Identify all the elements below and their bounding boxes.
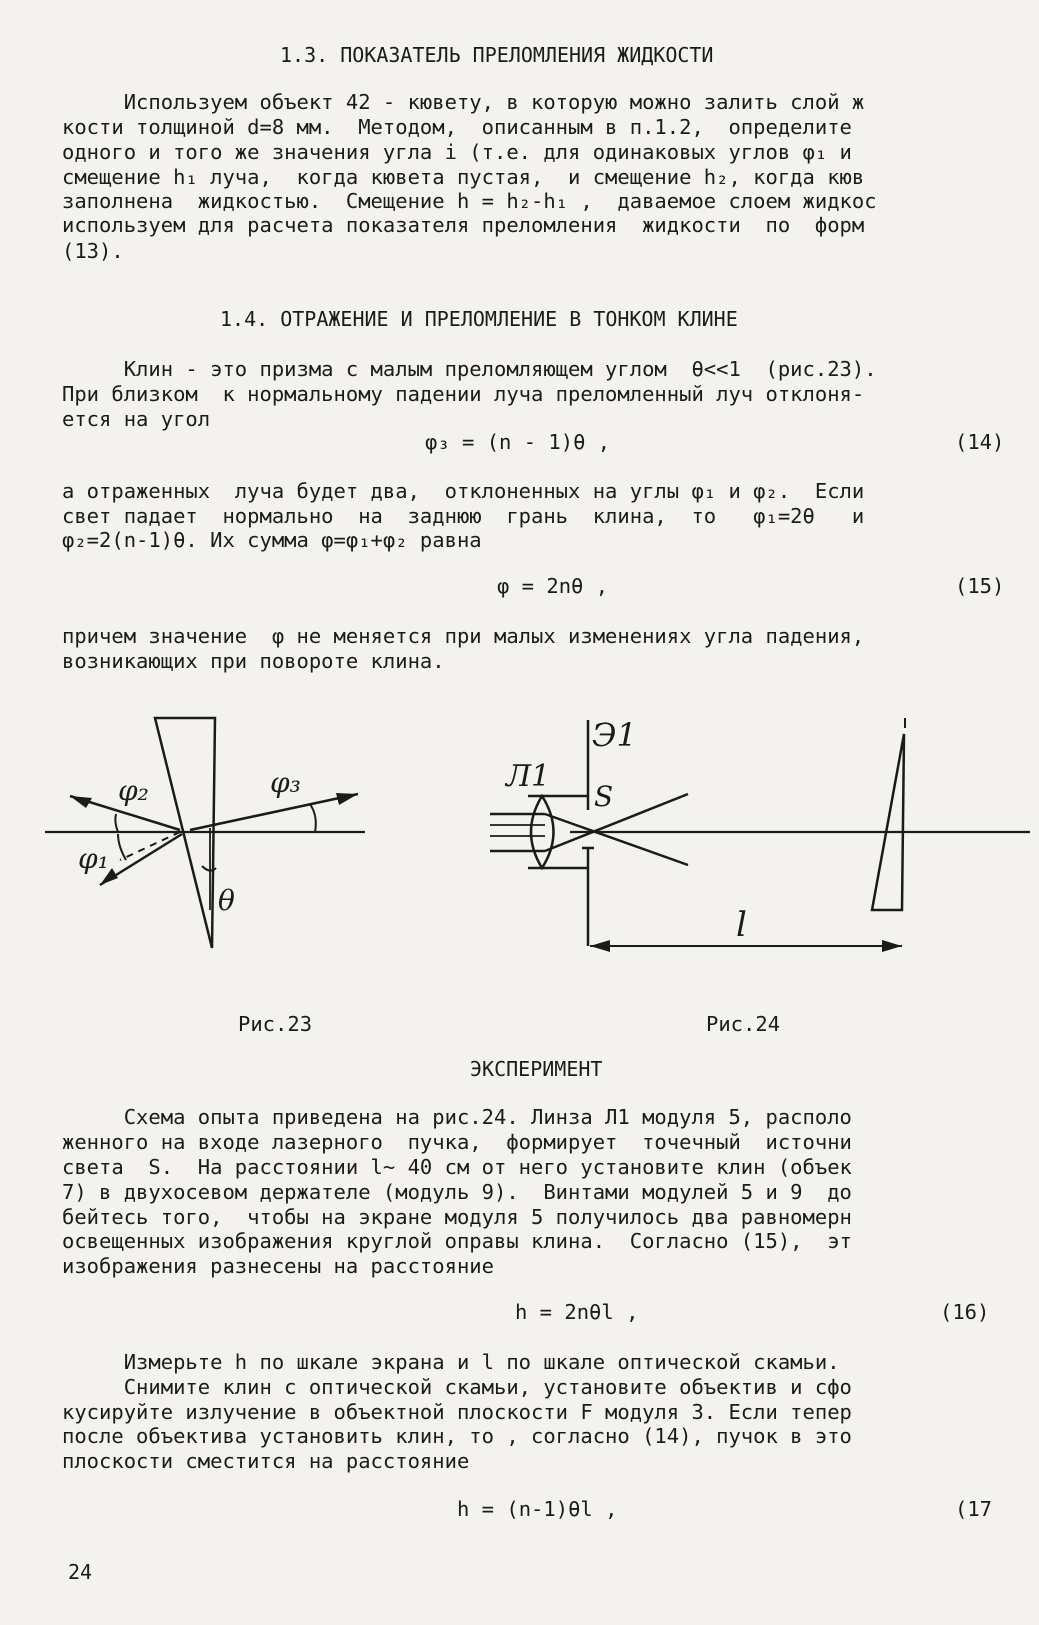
text-line: бейтесь того, чтобы на экране модуля 5 получилось два равномерн (62, 1205, 852, 1229)
text-line: 7) в двухосевом держателе (модуль 9). Винтами модулей 5 и 9 до (62, 1180, 852, 1204)
text-line: φ₂=2(n-1)θ. Их сумма φ=φ₁+φ₂ равна (62, 528, 482, 552)
page-number: 24 (68, 1560, 93, 1584)
text-line: женного на входе лазерного пучка, формирует точечный источни (62, 1130, 852, 1154)
fig24-label-source: S (594, 780, 614, 813)
angle-arc-phi1 (118, 834, 126, 860)
text-line: При близком к нормальному падении луча преломленный луч отклоня- (62, 382, 865, 406)
section-heading-1-3: 1.3. ПОКАЗАТЕЛЬ ПРЕЛОМЛЕНИЯ ЖИДКОСТИ (280, 43, 714, 67)
text-line: изображения разнесены на расстояние (62, 1254, 494, 1278)
equation-14-number: (14) (955, 430, 1005, 454)
normal-dashed-line (120, 832, 180, 860)
wedge-shape-24 (872, 734, 904, 910)
fig23-label-phi2: φ₂ (118, 774, 149, 807)
text-line: света S. На расстоянии l~ 40 см от него установите клин (объек (62, 1155, 852, 1179)
section-heading-1-4: 1.4. ОТРАЖЕНИЕ И ПРЕЛОМЛЕНИЕ В ТОНКОМ КЛИНЕ (220, 307, 738, 331)
fig23-label-phi1: φ₁ (78, 842, 109, 875)
text-line: одного и того же значения угла i (т.е. для одинаковых углов φ₁ и (62, 140, 852, 164)
figure-24-setup-diagram (470, 710, 1030, 980)
text-line: после объектива установить клин, то , согласно (14), пучок в это (62, 1424, 852, 1448)
lens-l1-shape (531, 796, 554, 868)
figure-23-wedge-diagram (40, 710, 380, 980)
text-line: кости толщиной d=8 мм. Методом, описанным в п.1.2, определите (62, 115, 852, 139)
text-line: используем для расчета показателя преломления жидкости по форм (62, 213, 865, 237)
angle-arc-phi3 (310, 804, 316, 832)
section-heading-experiment: ЭКСПЕРИМЕНТ (470, 1057, 603, 1081)
text-line: ется на угол (62, 407, 211, 431)
text-line: освещенных изображения круглой оправы клина. Согласно (15), эт (62, 1229, 852, 1253)
figure-24-caption: Рис.24 (706, 1012, 781, 1036)
text-line: а отраженных луча будет два, отклоненных на углы φ₁ и φ₂. Если (62, 479, 865, 503)
fig23-label-theta: θ (218, 884, 235, 917)
text-line: Используем объект 42 - кювету, в которую можно залить слой ж (62, 90, 865, 114)
text-line: Снимите клин с оптической скамьи, установите объектив и сфо (62, 1375, 852, 1399)
fig24-label-screen: Э1 (592, 716, 637, 754)
equation-17-number: (17 (955, 1497, 993, 1521)
refracted-ray-phi3 (190, 794, 358, 830)
fig24-label-distance: l (736, 905, 747, 945)
text-line: смещение h₁ луча, когда кювета пустая, и смещение h₂, когда кюв (62, 165, 865, 189)
equation-17: h = (n-1)θl , (457, 1497, 618, 1521)
equation-15: φ = 2nθ , (497, 574, 609, 598)
equation-15-number: (15) (955, 574, 1005, 598)
equation-14: φ₃ = (n - 1)θ , (425, 430, 611, 454)
text-line: кусируйте излучение в объектной плоскости F модуля 3. Если тепер (62, 1400, 852, 1424)
text-line: (13). (62, 239, 124, 263)
text-line: Измерьте h по шкале экрана и l по шкале оптической скамьи. (62, 1350, 840, 1374)
text-line: свет падает нормально на заднюю грань клина, то φ₁=2θ и (62, 504, 865, 528)
text-line: Схема опыта приведена на рис.24. Линза Л1 модуля 5, располо (62, 1105, 852, 1129)
figure-23-caption: Рис.23 (238, 1012, 313, 1036)
angle-arc-phi2 (115, 814, 118, 832)
equation-16: h = 2nθl , (515, 1300, 639, 1324)
text-line: заполнена жидкостью. Смещение h = h₂-h₁ , даваемое слоем жидкос (62, 189, 877, 213)
text-line: плоскости сместится на расстояние (62, 1449, 470, 1473)
text-line: Клин - это призма с малым преломляющем углом θ<<1 (рис.23). (62, 357, 877, 381)
equation-16-number: (16) (940, 1300, 990, 1324)
fig24-label-lens: Л1 (506, 759, 551, 794)
fig23-label-phi3: φ₃ (270, 766, 301, 799)
text-line: возникающих при повороте клина. (62, 649, 445, 673)
text-line: причем значение φ не меняется при малых изменениях угла падения, (62, 624, 865, 648)
